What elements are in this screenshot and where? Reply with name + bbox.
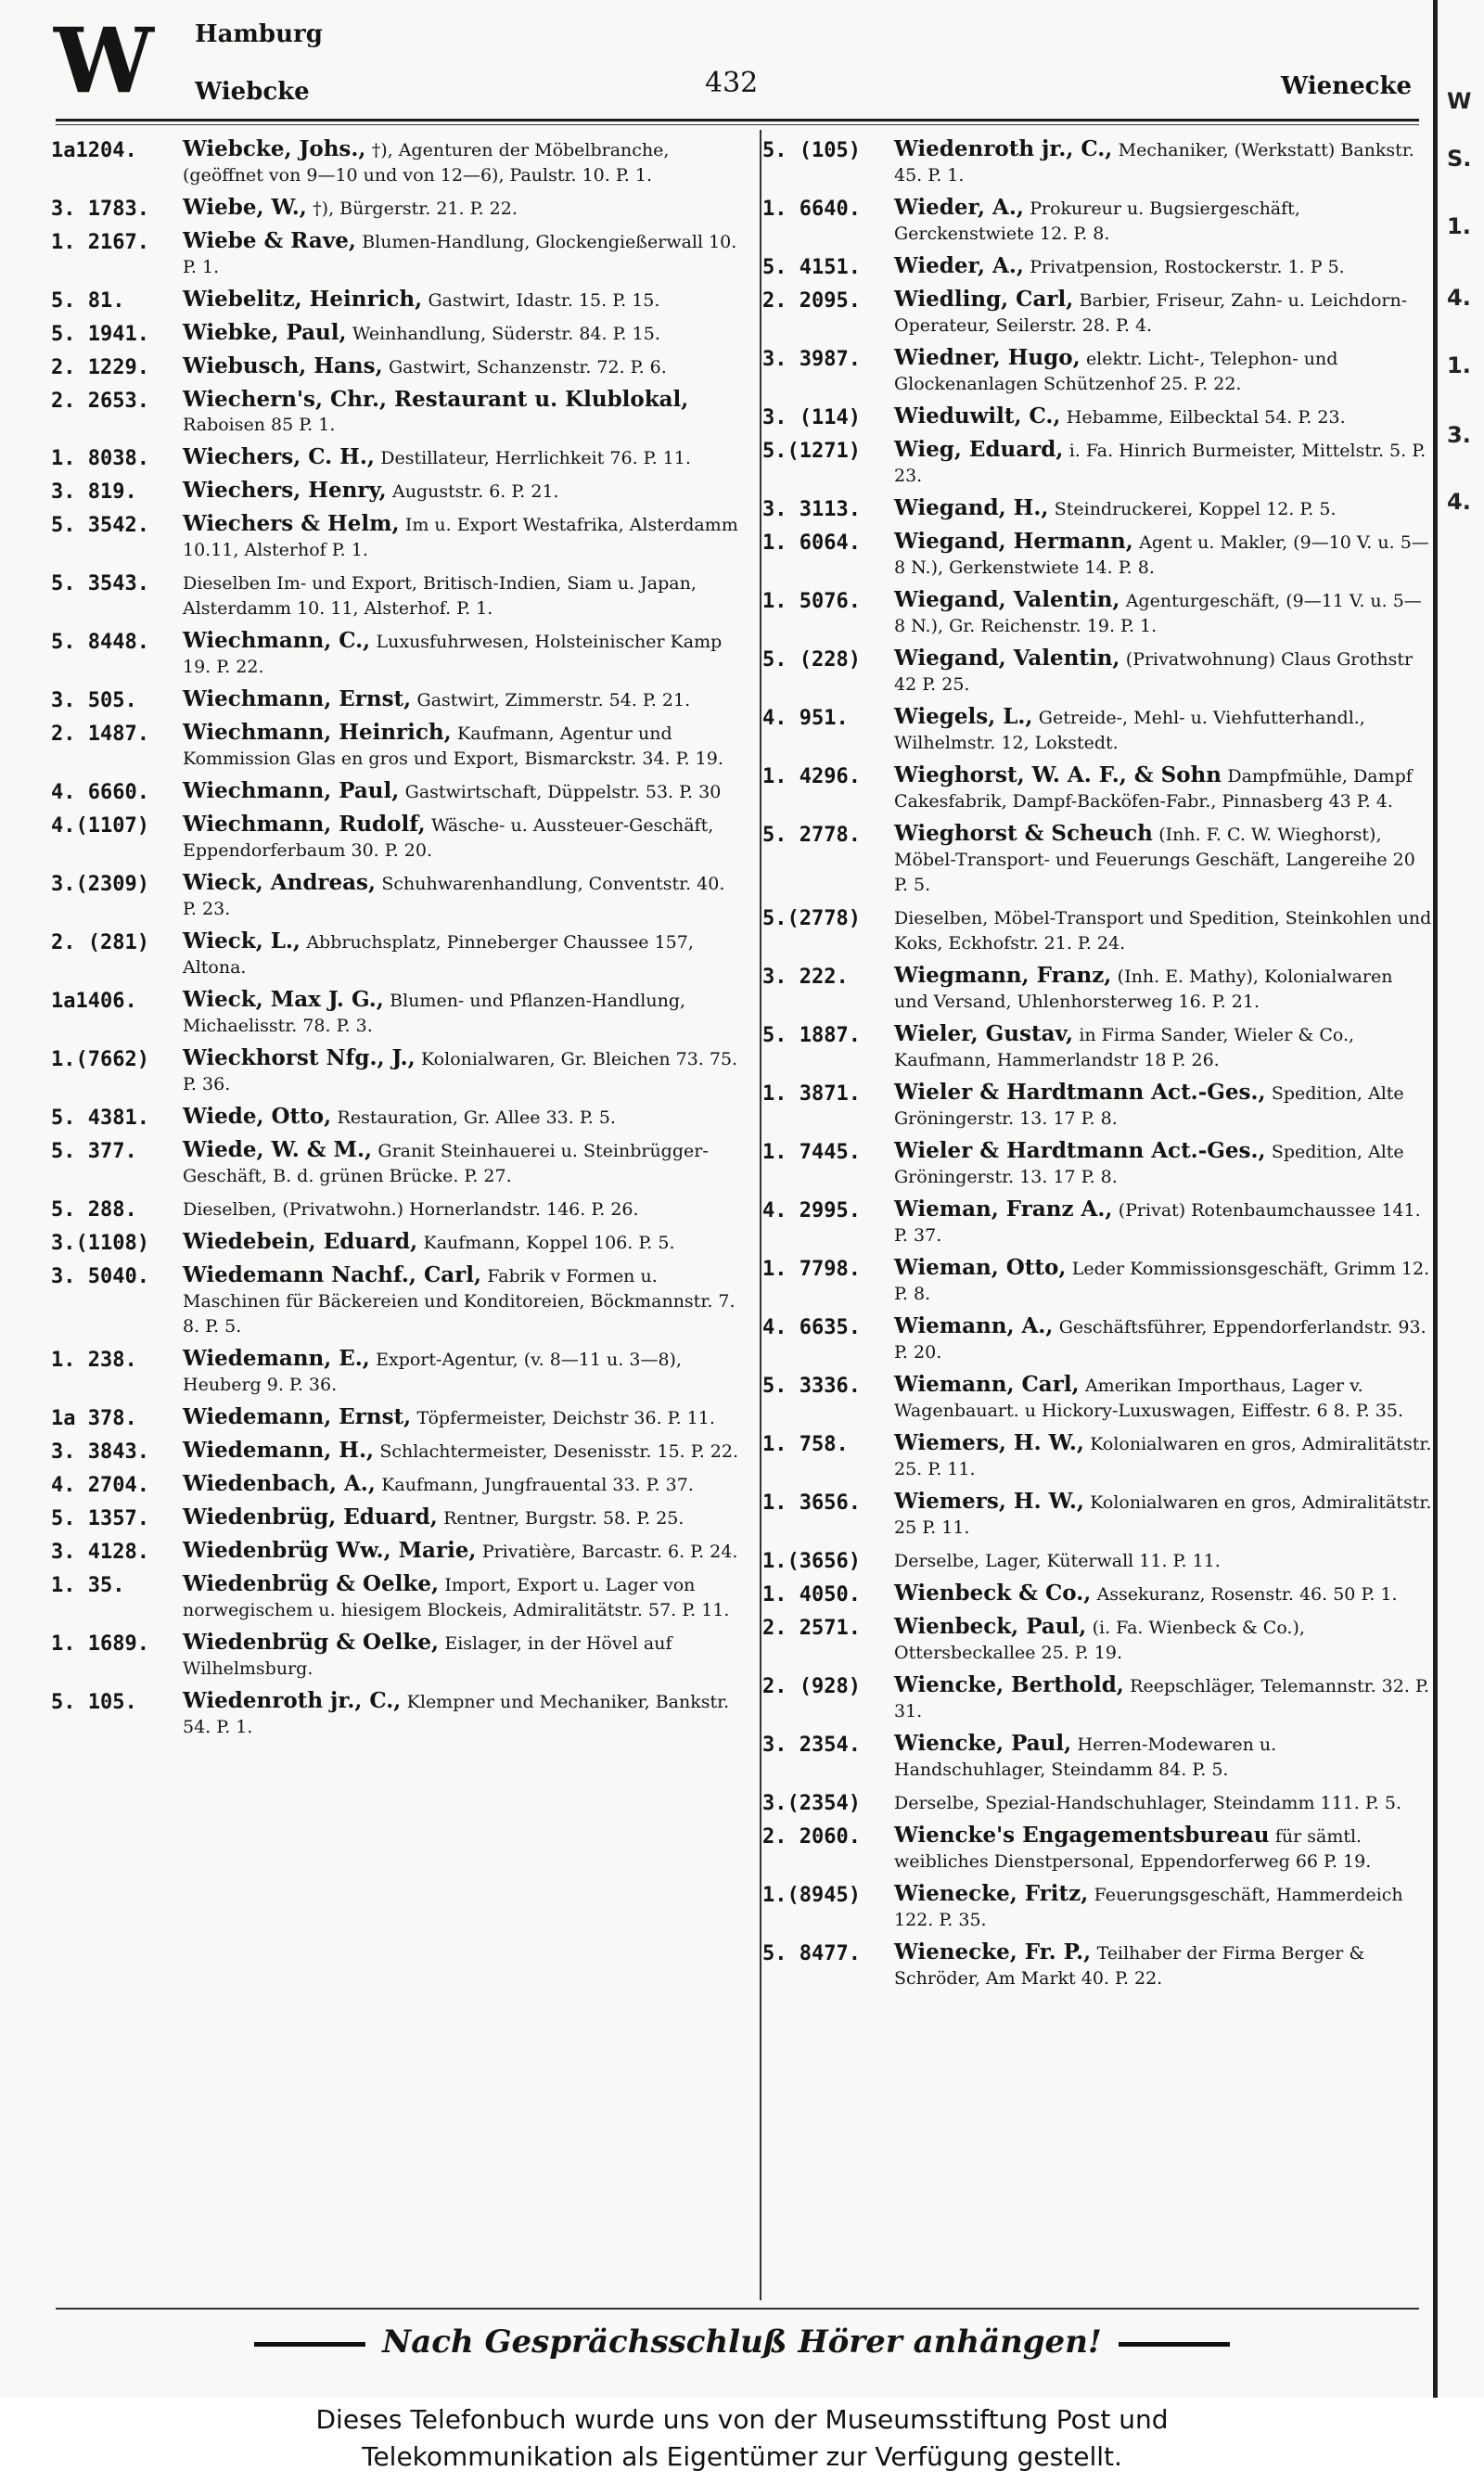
directory-entry xyxy=(51,1689,742,1739)
phone-number: 3. 819. xyxy=(51,480,137,504)
subscriber-name: Wieder, A., xyxy=(894,195,1024,220)
directory-entry xyxy=(51,229,742,279)
subscriber-details: (i. Fa. Wienbeck & Co.), Ottersbeckallee 25. P. 19. xyxy=(894,1618,1305,1663)
subscriber-details: Rentner, Burgstr. 58. P. 25. xyxy=(443,1508,684,1529)
subscriber-details: Agent u. Makler, (9—10 V. u. 5—8 N.), Gerkenstwiete 14. P. 8. xyxy=(894,532,1429,578)
subscriber-details: Töpfermeister, Deichstr 36. P. 11. xyxy=(416,1408,715,1428)
credit-banner xyxy=(0,2398,1484,2483)
subscriber-details: Destillateur, Herrlichkeit 76. P. 11. xyxy=(380,448,691,468)
phone-number: 5.(1271) xyxy=(762,440,861,463)
phone-number: 1. 2167. xyxy=(51,231,149,254)
subscriber-name: Wiedenbrüg & Oelke, xyxy=(183,1630,439,1655)
directory-entry xyxy=(762,905,1432,955)
phone-number: 4. 2704. xyxy=(51,1474,149,1497)
phone-number: 3.(1108) xyxy=(51,1232,149,1255)
subscriber-details: Kaufmann, Jungfrauental 33. P. 37. xyxy=(381,1475,694,1495)
directory-entry xyxy=(51,388,742,437)
directory-entry xyxy=(762,1615,1432,1665)
phone-number: 3. 3113. xyxy=(762,498,861,521)
subscriber-details: Dieselben, (Privatwohn.) Hornerlandstr. 146. P. 26. xyxy=(183,1199,639,1220)
subscriber-name: Wiechmann, C., xyxy=(183,628,371,653)
directory-entry xyxy=(762,1882,1432,1932)
phone-number: 1. 5076. xyxy=(762,590,861,613)
phone-number: 2. 1229. xyxy=(51,356,149,379)
directory-entry xyxy=(762,705,1432,755)
phone-number: 5. 4381. xyxy=(51,1107,149,1130)
phone-number: 3. 1783. xyxy=(51,198,149,221)
subscriber-name: Wiede, W. & M., xyxy=(183,1137,373,1162)
subscriber-name: Wiemers, H. W., xyxy=(894,1489,1084,1514)
directory-entry xyxy=(51,779,742,804)
subscriber-name: Wiegand, H., xyxy=(894,495,1049,520)
subscriber-details: Im u. Export Westafrika, Alsterdamm 10.11, Alsterhof P. 1. xyxy=(183,515,738,560)
subscriber-details: Kolonialwaren en gros, Admiralitätstr. 25 P. 11. xyxy=(894,1492,1432,1538)
subscriber-name: Wieler & Hardtmann Act.-Ges., xyxy=(894,1138,1266,1163)
directory-entry xyxy=(51,721,742,771)
subscriber-name: Wiegand, Valentin, xyxy=(894,587,1120,612)
subscriber-name: Wiedenbrüg, Eduard, xyxy=(183,1504,438,1529)
subscriber-details: Leder Kommissionsgeschäft, Grimm 12. P. 8. xyxy=(894,1259,1430,1304)
subscriber-details: Gastwirt, Idastr. 15. P. 15. xyxy=(428,290,660,311)
directory-entry xyxy=(762,1940,1432,1990)
subscriber-details: Kaufmann, Agentur und Kommission Glas en gros und Export, Bismarckstr. 34. P. 19. xyxy=(183,723,723,769)
phone-number: 4. 2995. xyxy=(762,1199,861,1222)
directory-entry xyxy=(762,763,1432,813)
phone-number: 5. 8477. xyxy=(762,1942,861,1965)
phone-number: 5. 1887. xyxy=(762,1024,861,1047)
directory-entry xyxy=(51,687,742,712)
subscriber-name: Wienbeck & Co., xyxy=(894,1581,1092,1606)
phone-number: 5.(2778) xyxy=(762,907,861,930)
directory-entry xyxy=(762,964,1432,1014)
subscriber-name: Wiemers, H. W., xyxy=(894,1430,1084,1455)
subscriber-details: i. Fa. Hinrich Burmeister, Mittelstr. 5. P. 23. xyxy=(894,441,1426,486)
next-page-fragments xyxy=(1443,88,1484,2221)
subscriber-details: Auguststr. 6. P. 21. xyxy=(391,481,559,502)
subscriber-name: Wieler, Gustav, xyxy=(894,1021,1073,1046)
directory-entry xyxy=(51,1505,742,1530)
subscriber-details: Feuerungsgeschäft, Hammerdeich 122. P. 35. xyxy=(894,1885,1403,1930)
subscriber-name: Wiebcke, Johs., xyxy=(183,136,366,161)
directory-entry xyxy=(762,822,1432,897)
subscriber-name: Wienbeck, Paul, xyxy=(894,1614,1087,1639)
subscriber-details: Steindruckerei, Koppel 12. P. 5. xyxy=(1054,499,1337,519)
phone-number: 1.(8945) xyxy=(762,1884,861,1907)
phone-number: 1. 6064. xyxy=(762,531,861,555)
subscriber-name: Wieghorst & Scheuch xyxy=(894,821,1153,846)
credit-line-2: Telekommunikation als Eigentümer zur Verfügung gestellt. xyxy=(362,2441,1122,2472)
phone-number: 4. 951. xyxy=(762,707,849,730)
subscriber-details: Privatpension, Rostockerstr. 1. P 5. xyxy=(1030,257,1345,277)
directory-entry xyxy=(51,871,742,921)
subscriber-details: Abbruchsplatz, Pinneberger Chaussee 157, Altona. xyxy=(183,932,694,978)
subscriber-details: Spedition, Alte Gröningerstr. 13. 17 P. 8. xyxy=(894,1142,1404,1187)
subscriber-details: Gastwirt, Zimmerstr. 54. P. 21. xyxy=(416,690,691,710)
subscriber-name: Wiegand, Hermann, xyxy=(894,529,1133,554)
phone-number: 5. 377. xyxy=(51,1140,137,1163)
subscriber-name: Wiedenroth jr., C., xyxy=(183,1688,402,1713)
subscriber-name: Wiedenroth jr., C., xyxy=(894,136,1113,161)
directory-entry xyxy=(762,1197,1432,1248)
phone-number: 5. 3336. xyxy=(762,1375,861,1398)
directory-entry xyxy=(762,1081,1432,1131)
phone-number: 1.(3656) xyxy=(762,1550,861,1573)
subscriber-details: Reepschläger, Telemannstr. 32. P. 31. xyxy=(894,1676,1429,1721)
phone-number: 5. 1941. xyxy=(51,323,149,346)
phone-number: 1. 4050. xyxy=(762,1583,861,1606)
phone-number: 1. 7445. xyxy=(762,1141,861,1164)
edge-fragment: W xyxy=(1447,88,1472,114)
phone-number: 2. 2653. xyxy=(51,390,149,413)
directory-entry xyxy=(51,288,742,313)
subscriber-name: Wiebke, Paul, xyxy=(183,320,347,345)
subscriber-details: Kolonialwaren, Gr. Bleichen 73. 75. P. 36. xyxy=(183,1049,738,1094)
directory-entry xyxy=(51,354,742,379)
subscriber-name: Wieduwilt, C., xyxy=(894,403,1061,429)
footer-dash-right xyxy=(1119,2342,1230,2347)
subscriber-details: Dieselben, Möbel-Transport und Spedition, Steinkohlen und Koks, Eckhofstr. 21. P. 24. xyxy=(894,908,1432,954)
directory-entry xyxy=(762,1548,1432,1573)
directory-entry xyxy=(762,1673,1432,1723)
subscriber-details: Hebamme, Eilbecktal 54. P. 23. xyxy=(1066,407,1346,428)
subscriber-name: Wiechern's, Chr., Restaurant u. Klublokal, xyxy=(183,387,689,412)
subscriber-details: †), Bürgerstr. 21. P. 22. xyxy=(313,198,518,219)
header-city: Hamburg xyxy=(195,20,323,48)
phone-number: 3. 3843. xyxy=(51,1440,149,1464)
directory-entry xyxy=(51,1572,742,1622)
edge-fragment: 1. xyxy=(1447,213,1471,239)
directory-entry xyxy=(762,1314,1432,1364)
subscriber-details: Eislager, in der Hövel auf Wilhelmsburg. xyxy=(183,1633,672,1679)
directory-entry xyxy=(762,1581,1432,1606)
subscriber-name: Wieckhorst Nfg., J., xyxy=(183,1045,416,1070)
phone-number: 1. 1689. xyxy=(51,1632,149,1656)
subscriber-details: Agenturgeschäft, (9—11 V. u. 5—8 N.), Gr. Reichenstr. 19. P. 1. xyxy=(894,591,1422,636)
subscriber-name: Wieck, L., xyxy=(183,928,301,954)
directory-entry xyxy=(762,588,1432,638)
footer-note-text: Nach Gesprächsschluß Hörer anhängen! xyxy=(382,2323,1102,2361)
subscriber-name: Wiedemann, H., xyxy=(183,1438,374,1463)
subscriber-name: Wiede, Otto, xyxy=(183,1104,332,1129)
directory-entry xyxy=(51,321,742,346)
subscriber-details: Barbier, Friseur, Zahn- u. Leichdorn-Operateur, Seilerstr. 28. P. 4. xyxy=(894,290,1408,336)
phone-number: 4. 6635. xyxy=(762,1316,861,1339)
phone-number: 5. 2778. xyxy=(762,824,861,847)
subscriber-name: Wiechers, Henry, xyxy=(183,478,387,503)
subscriber-name: Wiencke's Engagementsbureau xyxy=(894,1823,1270,1848)
subscriber-name: Wiedemann, E., xyxy=(183,1346,370,1371)
subscriber-details: Herren-Modewaren u. Handschuhlager, Steindamm 84. P. 5. xyxy=(894,1734,1277,1780)
subscriber-name: Wiechmann, Paul, xyxy=(183,778,400,803)
subscriber-details: Geschäftsführer, Eppendorferlandstr. 93. P. 20. xyxy=(894,1317,1426,1363)
subscriber-name: Wiegand, Valentin, xyxy=(894,646,1120,671)
phone-number: 1. 4296. xyxy=(762,765,861,788)
directory-entry xyxy=(762,1732,1432,1782)
phone-number: 1a1204. xyxy=(51,139,137,162)
subscriber-details: Gastwirtschaft, Düppelstr. 53. P. 30 xyxy=(404,782,722,802)
subscriber-details: Raboisen 85 P. 1. xyxy=(183,415,336,435)
directory-entry xyxy=(762,1490,1432,1540)
directory-entry xyxy=(762,1824,1432,1874)
subscriber-details: Schuhwarenhandlung, Conventstr. 40. P. 23. xyxy=(183,874,725,919)
subscriber-name: Wienecke, Fr. P., xyxy=(894,1939,1092,1965)
directory-entry xyxy=(762,1373,1432,1423)
directory-entry xyxy=(51,1405,742,1430)
directory-entry xyxy=(51,1439,742,1464)
subscriber-details: Derselbe, Lager, Küterwall 11. P. 11. xyxy=(894,1551,1221,1571)
subscriber-details: Kolonialwaren en gros, Admiralitätstr. 25. P. 11. xyxy=(894,1434,1432,1479)
phone-number: 1. 3656. xyxy=(762,1491,861,1515)
directory-entry xyxy=(762,438,1432,488)
subscriber-details: Dampfmühle, Dampf Cakesfabrik, Dampf-Backöfen-Fabr., Pinnasberg 43 P. 4. xyxy=(894,766,1413,812)
subscriber-name: Wiegels, L., xyxy=(894,704,1033,729)
directory-entry xyxy=(51,137,742,187)
subscriber-name: Wiemann, A., xyxy=(894,1313,1054,1338)
subscriber-name: Wienecke, Fritz, xyxy=(894,1881,1089,1906)
footer-note xyxy=(0,2323,1484,2361)
directory-entry xyxy=(762,196,1432,246)
subscriber-details: (Inh. E. Mathy), Kolonialwaren und Versand, Uhlenhorsterweg 16. P. 21. xyxy=(894,966,1393,1012)
phone-number: 2. 1487. xyxy=(51,723,149,746)
phone-number: 1. 3871. xyxy=(762,1082,861,1106)
phone-number: 1. 238. xyxy=(51,1349,137,1372)
phone-number: 3. 5040. xyxy=(51,1265,149,1288)
subscriber-name: Wiegmann, Franz, xyxy=(894,963,1112,988)
directory-entry xyxy=(762,288,1432,338)
subscriber-name: Wiebusch, Hans, xyxy=(183,353,383,378)
subscriber-name: Wiedemann, Ernst, xyxy=(183,1404,412,1429)
directory-entry xyxy=(762,1022,1432,1072)
subscriber-name: Wiedenbrüg & Oelke, xyxy=(183,1571,439,1596)
subscriber-name: Wieder, A., xyxy=(894,253,1024,278)
phone-number: 5. 1357. xyxy=(51,1507,149,1530)
phone-number: 5. 3542. xyxy=(51,514,149,537)
subscriber-details: Gastwirt, Schanzenstr. 72. P. 6. xyxy=(388,357,667,378)
subscriber-details: Assekuranz, Rosenstr. 46. 50 P. 1. xyxy=(1096,1584,1398,1605)
subscriber-name: Wiedenbrüg Ww., Marie, xyxy=(183,1538,477,1563)
subscriber-name: Wieghorst, W. A. F., & Sohn xyxy=(894,762,1222,787)
subscriber-details: in Firma Sander, Wieler & Co., Kaufmann, Hammerlandstr 18 P. 26. xyxy=(894,1025,1355,1070)
directory-entry xyxy=(762,346,1432,396)
directory-entry xyxy=(762,496,1432,521)
directory-entry xyxy=(51,1539,742,1564)
subscriber-name: Wiebelitz, Heinrich, xyxy=(183,287,423,312)
next-page-edge xyxy=(1433,0,1438,2398)
phone-number: 2. 2571. xyxy=(762,1617,861,1640)
subscriber-details: Blumen- und Pflanzen-Handlung, Michaelisstr. 78. P. 3. xyxy=(183,991,686,1036)
subscriber-details: Luxusfuhrwesen, Holsteinischer Kamp 19. P. 22. xyxy=(183,632,723,677)
footer-rule xyxy=(56,2308,1419,2310)
phone-number: 5. 81. xyxy=(51,289,125,313)
subscriber-details: Restauration, Gr. Allee 33. P. 5. xyxy=(337,1107,616,1128)
phone-number: 3.(2354) xyxy=(762,1792,861,1815)
right-column xyxy=(762,137,1432,1999)
subscriber-details: Import, Export u. Lager von norwegischem u. hiesigem Blockeis, Admiralitätstr. 57. P. 11. xyxy=(183,1575,730,1620)
phone-number: 3. 222. xyxy=(762,966,849,989)
directory-entry xyxy=(51,1046,742,1096)
subscriber-name: Wiechmann, Ernst, xyxy=(183,686,412,711)
subscriber-details: †), Agenturen der Möbelbranche, (geöffnet von 9—10 und von 12—6), Paulstr. 10. P. 1. xyxy=(183,140,670,186)
subscriber-name: Wiebe, W., xyxy=(183,195,307,220)
edge-fragment: 4. xyxy=(1447,285,1471,311)
subscriber-name: Wieck, Andreas, xyxy=(183,870,377,895)
directory-entry xyxy=(762,1139,1432,1189)
edge-fragment: S. xyxy=(1447,146,1472,172)
header-rule-thin xyxy=(56,124,1419,125)
subscriber-details: elektr. Licht-, Telephon- und Glockenanlagen Schützenhof 25. P. 22. xyxy=(894,349,1338,394)
directory-entry xyxy=(51,512,742,562)
phone-number: 4.(1107) xyxy=(51,814,149,838)
phone-number: 1.(7662) xyxy=(51,1048,149,1071)
phone-number: 1. 8038. xyxy=(51,447,149,470)
directory-entry xyxy=(762,646,1432,697)
phone-number: 2. (928) xyxy=(762,1675,861,1698)
subscriber-details: Export-Agentur, (v. 8—11 u. 3—8), Heuberg 9. P. 36. xyxy=(183,1350,682,1395)
phone-number: 1. 7798. xyxy=(762,1258,861,1281)
phone-number: 1. 35. xyxy=(51,1574,125,1597)
subscriber-details: Derselbe, Spezial-Handschuhlager, Steindamm 111. P. 5. xyxy=(894,1793,1401,1813)
phone-number: 5. 288. xyxy=(51,1198,137,1222)
directory-entry xyxy=(51,196,742,221)
phone-number: 1. 6640. xyxy=(762,198,861,221)
subscriber-details: Schlachtermeister, Desenisstr. 15. P. 22. xyxy=(379,1441,738,1462)
directory-entry xyxy=(762,1790,1432,1815)
footer-dash-left xyxy=(254,2342,365,2347)
subscriber-name: Wiedner, Hugo, xyxy=(894,345,1081,370)
subscriber-details: Amerikan Importhaus, Lager v. Wagenbauart. u Hickory-Luxuswagen, Eiffestr. 6 8. P. 35. xyxy=(894,1376,1403,1421)
subscriber-name: Wiechers, C. H., xyxy=(183,444,375,469)
directory-entry xyxy=(51,629,742,679)
directory-entry xyxy=(51,1197,742,1222)
subscriber-details: (Privat) Rotenbaumchaussee 141. P. 37. xyxy=(894,1200,1421,1246)
subscriber-details: Getreide-, Mehl- u. Viehfutterhandl., Wilhelmstr. 12, Lokstedt. xyxy=(894,708,1365,753)
subscriber-name: Wiedenbach, A., xyxy=(183,1471,376,1496)
header-section-letter: W xyxy=(54,8,152,113)
subscriber-details: (Inh. F. C. W. Wieghorst), Möbel-Transport- und Feuerungs Geschäft, Langereihe 20 P. 5. xyxy=(894,825,1415,895)
subscriber-name: Wieck, Max J. G., xyxy=(183,987,384,1012)
phone-number: 5. (105) xyxy=(762,139,861,162)
subscriber-name: Wieman, Franz A., xyxy=(894,1197,1113,1222)
directory-entry xyxy=(51,1472,742,1497)
subscriber-details: Privatière, Barcastr. 6. P. 24. xyxy=(481,1542,738,1562)
phone-number: 2. 2095. xyxy=(762,289,861,313)
subscriber-name: Wiencke, Berthold, xyxy=(894,1672,1124,1697)
subscriber-details: Wäsche- u. Aussteuer-Geschäft, Eppendorferbaum 30. P. 20. xyxy=(183,815,714,861)
subscriber-details: Spedition, Alte Gröningerstr. 13. 17 P. 8. xyxy=(894,1083,1404,1129)
subscriber-details: Dieselben Im- und Export, Britisch-Indien, Siam u. Japan, Alsterdamm 10. 11, Alsterhof. P. 1. xyxy=(183,573,697,619)
phone-number: 4. 6660. xyxy=(51,781,149,804)
directory-entry xyxy=(762,254,1432,279)
header-first-entry: Wiebcke xyxy=(195,78,310,106)
subscriber-details: Prokureur u. Bugsiergeschäft, Gerckenstwiete 12. P. 8. xyxy=(894,198,1300,244)
directory-entry xyxy=(51,1105,742,1130)
directory-entry xyxy=(51,570,742,621)
phone-number: 2. 2060. xyxy=(762,1825,861,1849)
directory-entry xyxy=(51,1347,742,1397)
directory-entry xyxy=(51,445,742,470)
page-number: 432 xyxy=(705,67,759,99)
phone-number: 1a 378. xyxy=(51,1407,137,1430)
directory-entry xyxy=(762,404,1432,429)
subscriber-name: Wieler & Hardtmann Act.-Ges., xyxy=(894,1080,1266,1105)
phone-number: 3.(2309) xyxy=(51,873,149,896)
phone-number: 5. 105. xyxy=(51,1691,137,1714)
directory-entry xyxy=(51,1138,742,1188)
subscriber-details: Klempner und Mechaniker, Bankstr. 54. P. 1. xyxy=(183,1692,730,1737)
directory-entry xyxy=(762,1256,1432,1306)
subscriber-details: Granit Steinhauerei u. Steinbrügger-Geschäft, B. d. grünen Brücke. P. 27. xyxy=(183,1141,709,1186)
phone-number: 2. (281) xyxy=(51,931,149,954)
subscriber-details: für sämtl. weibliches Dienstpersonal, Eppendorferweg 66 P. 19. xyxy=(894,1826,1372,1872)
directory-entry xyxy=(762,530,1432,580)
phone-number: 3. (114) xyxy=(762,406,861,429)
edge-fragment: 1. xyxy=(1447,352,1471,378)
header-rule xyxy=(56,119,1419,122)
credit-line-1: Dieses Telefonbuch wurde uns von der Museumsstiftung Post und xyxy=(315,2404,1169,2435)
directory-entry xyxy=(51,1263,742,1338)
subscriber-name: Wiemann, Carl, xyxy=(894,1372,1080,1397)
phone-number: 1a1406. xyxy=(51,990,137,1013)
subscriber-name: Wiedebein, Eduard, xyxy=(183,1229,418,1254)
left-column xyxy=(51,137,742,1747)
directory-entry xyxy=(51,479,742,504)
phone-number: 5. (228) xyxy=(762,648,861,672)
subscriber-name: Wiechmann, Rudolf, xyxy=(183,812,426,837)
directory-entry xyxy=(762,1431,1432,1481)
column-divider xyxy=(760,130,761,2300)
phone-number: 3. 505. xyxy=(51,689,137,712)
subscriber-name: Wiedling, Carl, xyxy=(894,287,1074,312)
header-last-entry: Wienecke xyxy=(1281,72,1412,100)
subscriber-details: Fabrik v Formen u. Maschinen für Bäckereien und Konditoreien, Böckmannstr. 7. 8. P. 5. xyxy=(183,1266,736,1337)
directory-entry xyxy=(51,929,742,979)
subscriber-name: Wieman, Otto, xyxy=(894,1255,1067,1280)
phone-number: 5. 3543. xyxy=(51,572,149,595)
directory-entry xyxy=(51,988,742,1038)
subscriber-name: Wieg, Eduard, xyxy=(894,437,1064,462)
subscriber-details: Mechaniker, (Werkstatt) Bankstr. 45. P. 1. xyxy=(894,140,1414,186)
subscriber-name: Wiebe & Rave, xyxy=(183,228,356,253)
subscriber-details: Blumen-Handlung, Glockengießerwall 10. P. 1. xyxy=(183,232,737,277)
edge-fragment: 4. xyxy=(1447,489,1471,515)
phone-number: 3. 3987. xyxy=(762,348,861,371)
subscriber-details: Teilhaber der Firma Berger & Schröder, Am Markt 40. P. 22. xyxy=(894,1943,1365,1989)
subscriber-details: Kaufmann, Koppel 106. P. 5. xyxy=(423,1233,675,1253)
directory-entry xyxy=(51,1230,742,1255)
subscriber-name: Wiechmann, Heinrich, xyxy=(183,720,452,745)
subscriber-name: Wiencke, Paul, xyxy=(894,1731,1072,1756)
edge-fragment: 3. xyxy=(1447,422,1471,448)
directory-entry xyxy=(762,137,1432,187)
subscriber-details: (Privatwohnung) Claus Grothstr 42 P. 25. xyxy=(894,649,1414,695)
phone-number: 3. 2354. xyxy=(762,1734,861,1757)
phone-number: 5. 4151. xyxy=(762,256,861,279)
directory-entry xyxy=(51,1631,742,1681)
subscriber-details: Weinhandlung, Süderstr. 84. P. 15. xyxy=(352,324,660,344)
phone-number: 1. 758. xyxy=(762,1433,849,1456)
subscriber-name: Wiedemann Nachf., Carl, xyxy=(183,1262,482,1287)
directory-entry xyxy=(51,813,742,863)
phone-number: 3. 4128. xyxy=(51,1541,149,1564)
subscriber-name: Wiechers & Helm, xyxy=(183,511,400,536)
phone-number: 5. 8448. xyxy=(51,631,149,654)
